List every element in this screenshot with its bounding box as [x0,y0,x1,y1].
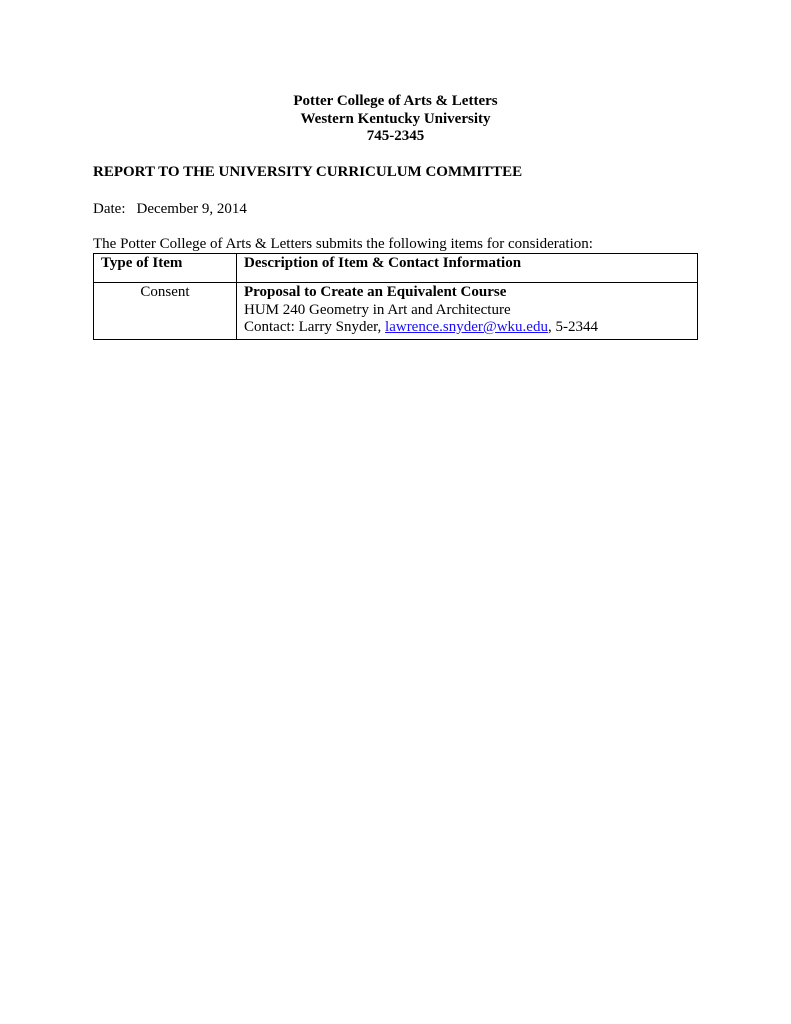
report-title: REPORT TO THE UNIVERSITY CURRICULUM COMMITTEE [93,164,523,180]
table-row [94,283,698,340]
column-header-description: Description of Item & Contact Information [237,254,698,283]
contact-line [244,319,690,337]
item-type-cell: Consent [94,283,237,340]
contact-prefix: Contact: Larry Snyder, [244,319,386,335]
date-label: Date: [93,201,126,217]
date-value: December 9, 2014 [136,201,247,217]
date-line [93,201,247,218]
proposal-title: Proposal to Create an Equivalent Course [244,284,507,300]
university-name: Western Kentucky University [300,110,491,127]
college-name: Potter College of Arts & Letters [293,93,498,109]
table-header-row [94,254,698,283]
items-table [93,253,698,340]
contact-phone: , 5-2344 [547,319,598,335]
intro-text: The Potter College of Arts & Letters submits the following items for consideration: [93,236,593,252]
item-description-cell [237,283,698,340]
column-header-type: Type of Item [94,254,237,283]
contact-email-link[interactable]: lawrence.snyder@wku.edu [385,319,548,335]
document-header [0,93,791,146]
course-title: HUM 240 Geometry in Art and Architecture [244,301,511,318]
phone-number: 745-2345 [366,128,425,144]
